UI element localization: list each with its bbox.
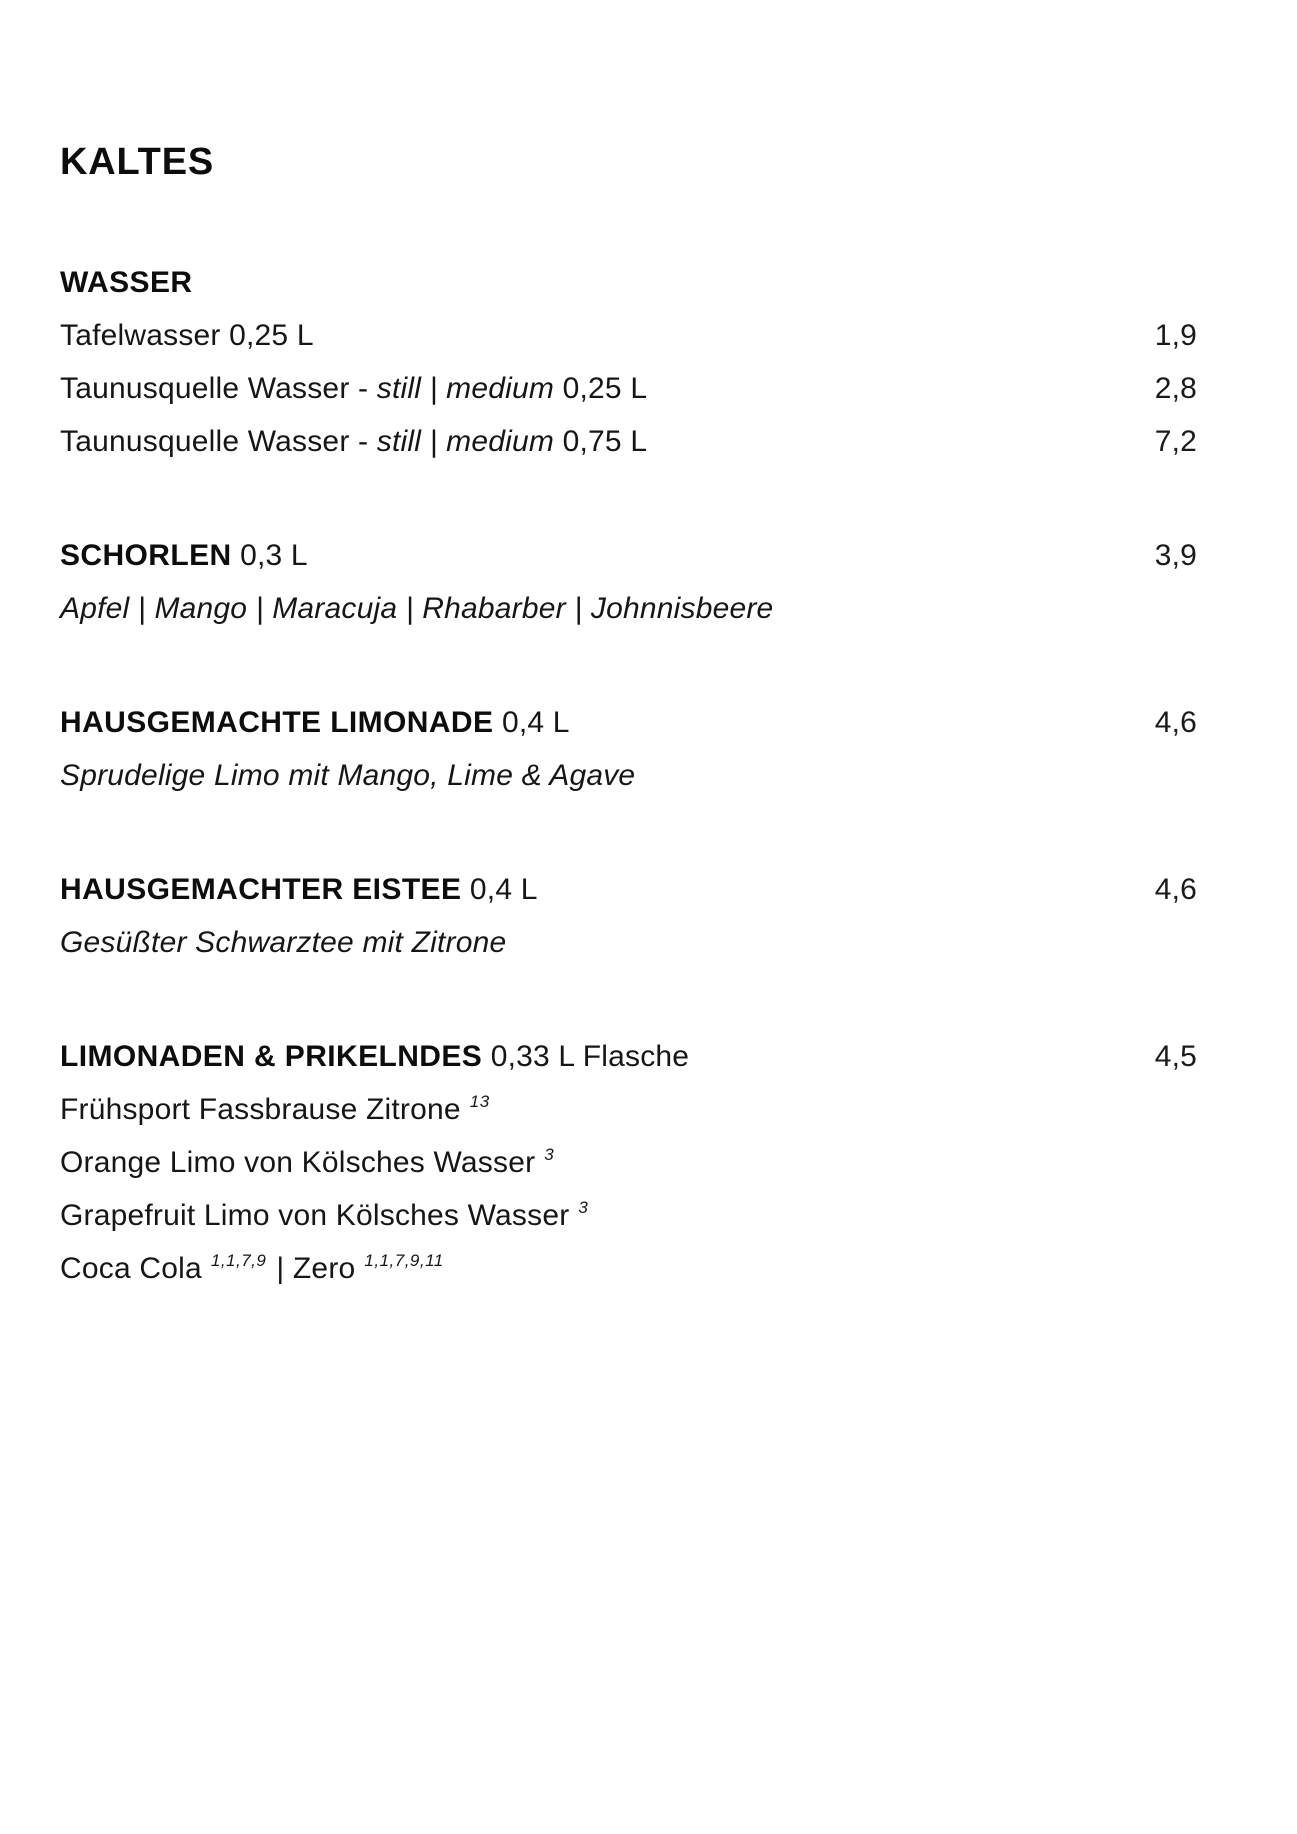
section-header: WASSER	[60, 266, 193, 299]
item-text: Orange Limo von Kölsches Wasser	[60, 1146, 536, 1179]
item-text: | Zero	[276, 1252, 356, 1285]
menu-item-row	[60, 1189, 1197, 1242]
section-limonade	[60, 696, 1197, 802]
item-description: Gesüßter Schwarztee mit Zitrone	[60, 926, 507, 959]
section-header-row	[60, 863, 1197, 916]
section-header	[60, 529, 1155, 582]
item-description-row	[60, 749, 1197, 802]
section-header-size: 0,4 L	[461, 873, 538, 906]
item-price: 7,2	[1154, 425, 1197, 458]
item-description: Apfel | Mango | Maracuja | Rhabarber | Johnnisbeere	[60, 592, 774, 625]
menu-item-row	[60, 415, 1197, 468]
item-description-row	[60, 916, 1197, 969]
allergen-superscript: 3	[578, 1198, 589, 1217]
allergen-superscript: 13	[469, 1092, 490, 1111]
item-text: 0,75 L	[554, 425, 648, 458]
menu-item-row	[60, 1083, 1197, 1136]
section-header	[60, 696, 1155, 749]
item-text: 0,25 L	[554, 372, 648, 405]
menu-item-row	[60, 1136, 1197, 1189]
menu-item-row	[60, 362, 1197, 415]
item-text: Tafelwasser 0,25 L	[60, 319, 314, 352]
item-text: Coca Cola	[60, 1252, 202, 1285]
item-description-row	[60, 582, 1197, 635]
allergen-superscript: 3	[544, 1145, 555, 1164]
section-header-size: 0,4 L	[493, 706, 570, 739]
section-eistee	[60, 863, 1197, 969]
section-wasser	[60, 256, 1197, 468]
allergen-superscript: 1,1,7,9,11	[364, 1251, 444, 1270]
section-header-row	[60, 256, 1197, 309]
item-text-italic: still | medium	[376, 425, 555, 458]
section-header-row	[60, 1030, 1197, 1083]
section-header-label: SCHORLEN	[60, 539, 232, 572]
item-name	[60, 309, 1155, 362]
section-header-label: LIMONADEN & PRIKELNDES	[60, 1040, 483, 1073]
section-header-row	[60, 529, 1197, 582]
item-name	[60, 362, 1155, 415]
section-header-size: 0,33 L Flasche	[482, 1040, 690, 1073]
item-price: 1,9	[1154, 319, 1197, 352]
item-name	[60, 415, 1155, 468]
page-title: KALTES	[60, 141, 214, 183]
item-price: 3,9	[1154, 539, 1197, 572]
item-name	[60, 1189, 1197, 1246]
section-header-label: HAUSGEMACHTE LIMONADE	[60, 706, 494, 739]
item-description: Sprudelige Limo mit Mango, Lime & Agave	[60, 759, 636, 792]
item-price: 4,5	[1154, 1040, 1197, 1073]
item-text: Grapefruit Limo von Kölsches Wasser	[60, 1199, 570, 1232]
section-limonaden-prikelndes	[60, 1030, 1197, 1295]
item-price: 2,8	[1154, 372, 1197, 405]
menu-item-row	[60, 309, 1197, 362]
item-text: Frühsport Fassbrause Zitrone	[60, 1093, 461, 1126]
item-text: Taunusquelle Wasser -	[60, 425, 377, 458]
menu-item-row	[60, 1242, 1197, 1295]
section-header	[60, 1030, 1155, 1083]
item-text: Taunusquelle Wasser -	[60, 372, 377, 405]
item-price: 4,6	[1154, 873, 1197, 906]
section-header-size: 0,3 L	[231, 539, 308, 572]
item-name	[60, 1136, 1197, 1193]
item-text-italic: still | medium	[376, 372, 555, 405]
section-schorlen	[60, 529, 1197, 635]
item-name	[60, 1242, 1197, 1299]
section-header	[60, 863, 1155, 916]
section-header-row	[60, 696, 1197, 749]
item-price: 4,6	[1154, 706, 1197, 739]
allergen-superscript: 1,1,7,9	[210, 1251, 267, 1270]
item-name	[60, 1083, 1197, 1140]
section-header-label: HAUSGEMACHTER EISTEE	[60, 873, 462, 906]
